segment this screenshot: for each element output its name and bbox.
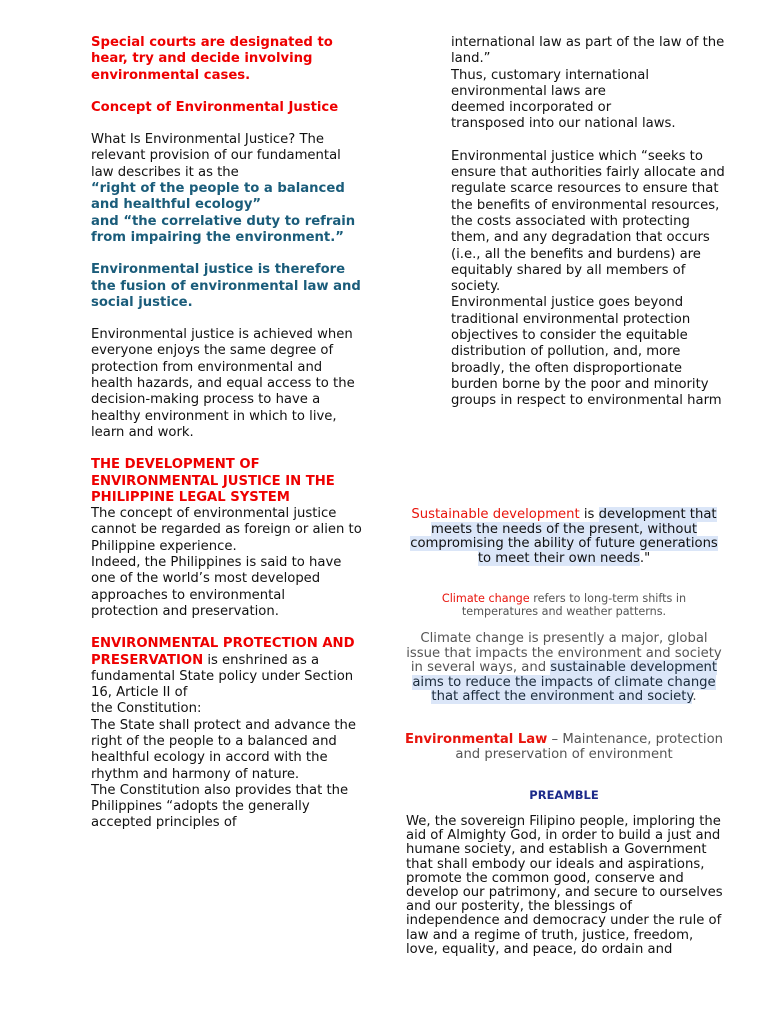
env-protection-paragraph (91, 636, 366, 701)
ej-seeks-text: Environmental justice which “seeks to ensure that authorities fairly allocate and regulate scarce resources to ensure that the benefits of environmental resources, the costs associated with protecting (451, 148, 725, 229)
sustainable-development-block (404, 508, 724, 566)
enshrined-text: is enshrined as a fundamental State policy under Section 16, Article II of (91, 652, 354, 701)
cc-label: Climate change (441, 592, 530, 605)
left-column (91, 35, 366, 832)
intl-law-text: international law as part of the law of the land.” (451, 35, 725, 67)
cc2-c: . (692, 689, 697, 704)
cc-def: refers to long-term shifts in temperatures and weather patterns. (461, 592, 687, 618)
el-def: – Maintenance, protection and preservation of environment (455, 732, 723, 762)
sd-definition: development that meets the needs of the present, without compromising the ability of future generations to meet their own needs (410, 507, 718, 566)
environmental-law-definition (404, 733, 724, 762)
healthful-ecology-text: healthful ecology in accord with the rhythm and harmony of nature. (91, 750, 328, 782)
right-column (451, 35, 726, 410)
fusion-text: Environmental justice is therefore the fusion of environmental law and social justice. (91, 262, 361, 310)
protection-text: protection and preservation. (91, 603, 279, 619)
ej-beyond-text: Environmental justice goes beyond traditional environmental protection objectives to consider the equitable distribution of pollution, and, more broadly, the often disproportionate burden borne by the poor and minority groups in respect to environmental harm (451, 295, 722, 409)
sd-is: is (579, 507, 599, 522)
sd-end: ." (639, 550, 651, 566)
constitution-provides-text: The Constitution also provides that the Philippines “adopts the generally accepted principles of (91, 782, 349, 831)
indeed-text: Indeed, the Philippines is said to have one of the world’s most developed approaches to environmental (91, 555, 342, 603)
climate-change-paragraph (404, 632, 724, 705)
preamble-text: We, the sovereign Filipino people, imploring the aid of Almighty God, in order to build a just and humane society, and establish a Government that shall embody our ideals and aspirations, promote the common good, conserve and develop our patrimony, and secure to ourselves and our posterity, the blessings of independence and democracy under the rule of law and a regime of truth, justice, freedom, love, equality, and peace, do ordain and (406, 814, 723, 957)
climate-change-definition (404, 593, 724, 619)
degradation-text: them, and any degradation that occurs (i.e., all the benefits and burdens) are equitably shared by all members of society. (451, 230, 710, 295)
quote-correlative-duty: and “the correlative duty to refrain from impairing the environment.” (91, 213, 356, 245)
development-heading: THE DEVELOPMENT OF ENVIRONMENTAL JUSTICE IN THE PHILIPPINE LEGAL SYSTEM (91, 457, 335, 505)
state-shall-text: The State shall protect and advance the right of the people to a balanced and (91, 717, 357, 749)
preamble-heading: PREAMBLE (529, 788, 599, 802)
quote-right-of-people: “right of the people to a balanced and healthful ecology” (91, 181, 345, 213)
env-protection-heading: ENVIRONMENTAL PROTECTION AND PRESERVATION (91, 636, 355, 668)
customary-text: Thus, customary international environmental laws are (451, 67, 650, 99)
what-is-ej-text: What Is Environmental Justice? The relevant provision of our fundamental law describes it as the (91, 132, 341, 180)
sd-label: Sustainable development (411, 507, 580, 522)
concept-heading: Concept of Environmental Justice (91, 99, 339, 115)
cc2-a: Climate change is presently a major, global issue that impacts the environment and society in several ways, and (406, 631, 722, 675)
ej-achieved-text: Environmental justice is achieved when everyone enjoys the same degree of protection from environmental and health hazards, and equal access to the decision-making process to have a healthy environment in which to live, learn and work. (91, 327, 355, 440)
constitution-text: the Constitution: (91, 701, 202, 717)
transposed-text: transposed into our national laws. (451, 116, 676, 132)
concept-text: The concept of environmental justice cannot be regarded as foreign or alien to Philippine experience. (91, 506, 362, 554)
cc2-b: sustainable development aims to reduce the impacts of climate change that affect the environment and society (412, 660, 718, 704)
el-label: Environmental Law (405, 732, 548, 747)
incorporated-text: deemed incorporated or (451, 100, 612, 116)
special-courts-text: Special courts are designated to hear, try and decide involving environmental cases. (91, 35, 333, 83)
